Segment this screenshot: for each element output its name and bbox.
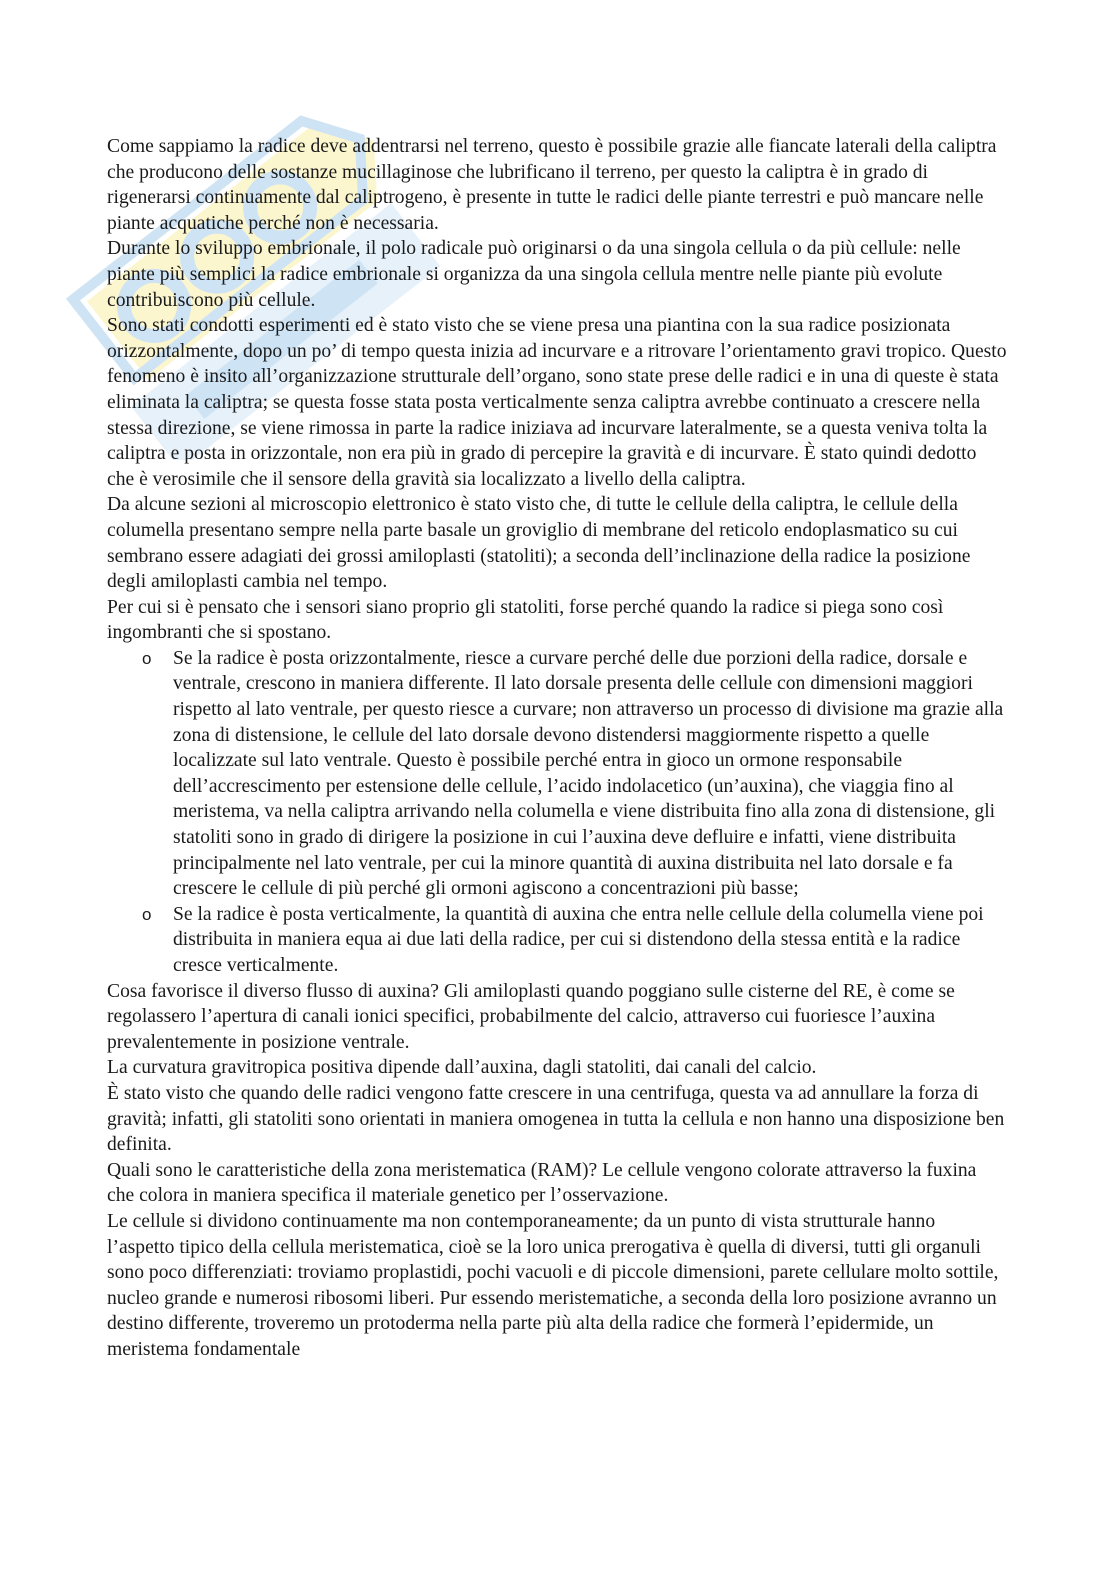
- paragraph-curvatura: La curvatura gravitropica positiva dipende dall’auxina, dagli statoliti, dai canali del calcio.: [107, 1057, 817, 1079]
- bullet-marker: o: [142, 648, 152, 668]
- paragraph-caliptra: Come sappiamo la radice deve addentrarsi nel terreno, questo è possibile grazie alle fiancate laterali della caliptra che producono delle sostanze mucillaginose che lubrificano il terreno, per questo la caliptra è in grado di rigenerarsi continuamente dal caliptrogeno, è presente in tutte le radici delle piante terrestri e può mancare nelle piante acquatiche perché non è necessaria.: [107, 136, 997, 234]
- bullet-text-verticale: Se la radice è posta verticalmente, la quantità di auxina che entra nelle cellule della columella viene poi distribuita in maniera equa ai due lati della radice, per cui si distendono della stessa entità e la radice cresce verticalmente.: [173, 903, 984, 976]
- bullet-marker: o: [142, 904, 152, 924]
- list-item: [107, 646, 1007, 902]
- paragraph-sezioni-microscopio: Da alcune sezioni al microscopio elettronico è stato visto che, di tutte le cellule della caliptra, le cellule della columella presentano sempre nella parte basale un groviglio di membrane del reticolo endoplasmatico su cui sembrano essere adagiati dei grossi amiloplasti (statoliti); a seconda dell’inclinazione della radice la posizione degli amiloplasti cambia nel tempo.: [107, 494, 971, 593]
- paragraph-zona-meristematica: Quali sono le caratteristiche della zona meristematica (RAM)? Le cellule vengono colorate attraverso la fuxina che colora in maniera specifica il materiale genetico per l’osservazione.: [107, 1159, 977, 1207]
- paragraph-sensori-statoliti: Per cui si è pensato che i sensori siano proprio gli statoliti, forse perché quando la radice si piega sono così ingombranti che si spostano.: [107, 596, 944, 644]
- paragraph-flusso-auxina: Cosa favorisce il diverso flusso di auxina? Gli amiloplasti quando poggiano sulle cisterne del RE, è come se regolassero l’apertura di canali ionici specifici, probabilmente del calcio, attraverso cui fuoriesce l’auxina prevalentemente in posizione ventrale.: [107, 980, 955, 1053]
- bullet-text-orizzontale: Se la radice è posta orizzontalmente, riesce a curvare perché delle due porzioni della radice, dorsale e ventrale, crescono in maniera differente. Il lato dorsale presenta delle cellule con dimensioni maggiori rispetto al lato ventrale, per questo riesce a curvare; non attraverso un processo di divisione ma grazie alla zona di distensione, le cellule del lato dorsale devono distendersi maggiormente rispetto a quelle localizzate sul lato ventrale. Questo è possibile perché entra in gioco un ormone responsabile dell’accrescimento per estensione delle cellule, l’acido indolacetico (un’auxina), che viaggia fino al meristema, va nella caliptra arrivando nella columella e viene distribuita fino alla zona di distensione, gli statoliti sono in grado di dirigere la posizione in cui l’auxina deve defluire e infatti, viene distribuita principalmente nel lato ventrale, per cui la minore quantità di auxina distribuita nel lato dorsale e fa crescere le cellule di più perché gli ormoni agiscono a concentrazioni più basse;: [173, 647, 1004, 900]
- bullet-list: [107, 646, 1007, 979]
- document-body: [107, 134, 1007, 1363]
- paragraph-centrifuga: È stato visto che quando delle radici vengono fatte crescere in una centrifuga, questa va ad annullare la forza di gravità; infatti, gli statoliti sono orientati in maniera omogenea in tutta la cellula e non hanno una disposizione ben definita.: [107, 1082, 1005, 1156]
- paragraph-esperimenti: Sono stati condotti esperimenti ed è stato visto che se viene presa una piantina con la sua radice posizionata orizzontalmente, dopo un po’ di tempo questa inizia ad incurvare e a ritrovare l’orientamento gravi tropico. Questo fenomeno è insito all’organizzazione strutturale dell’organo, sono state prese delle radici e in una di queste è stata eliminata la caliptra; se questa fosse stata posta verticalmente senza caliptra avrebbe continuato a crescere nella stessa direzione, se viene rimossa in parte la radice iniziava ad incurvare lateralmente, se a questa veniva tolta la caliptra e posta in orizzontale, non era più in grado di percepire la gravità e di incurvare. È stato quindi dedotto che è verosimile che il sensore della gravità sia localizzato a livello della caliptra.: [107, 315, 1007, 490]
- paragraph-cellule-dividono: Le cellule si dividono continuamente ma non contemporaneamente; da un punto di vista strutturale hanno l’aspetto tipico della cellula meristematica, cioè se la loro unica prerogativa è quella di diversi, tutti gli organuli sono poco differenziati: troviamo proplastidi, pochi vacuoli e di piccole dimensioni, parete cellulare molto sottile, nucleo grande e numerosi ribosomi liberi. Pur essendo meristematiche, a seconda della loro posizione avranno un destino differente, troveremo un protoderma nella parte più alta della radice che formerà l’epidermide, un meristema fondamentale: [107, 1210, 999, 1360]
- paragraph-sviluppo-embrionale: Durante lo sviluppo embrionale, il polo radicale può originarsi o da una singola cellula o da più cellule: nelle piante più semplici la radice embrionale si organizza da una singola cellula mentre nelle piante più evolute contribuiscono più cellule.: [107, 238, 961, 311]
- list-item: [107, 902, 1007, 979]
